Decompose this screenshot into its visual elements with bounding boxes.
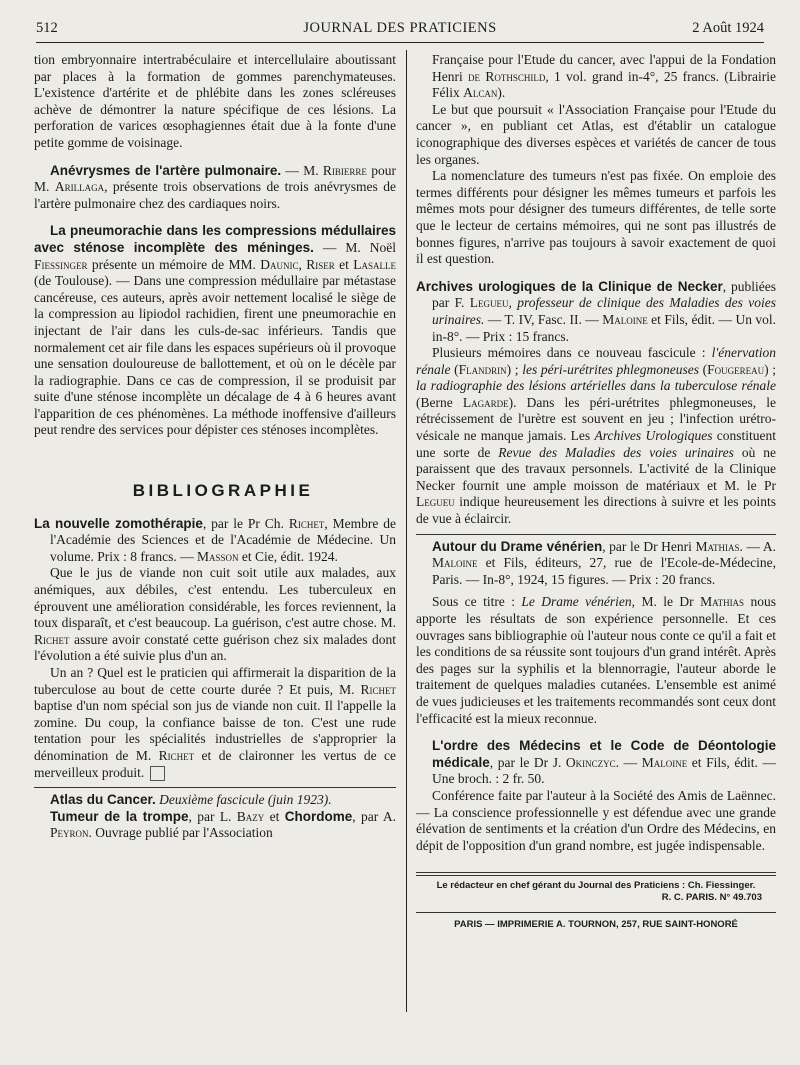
book-title: Atlas du Cancer.	[50, 792, 156, 808]
author-name: Peyron	[50, 825, 89, 841]
publisher-name: Alcan	[463, 85, 498, 101]
text: Plusieurs mémoires dans ce nouveau fascicule :	[432, 345, 712, 361]
author-name: Richet	[158, 747, 195, 763]
author-name: Richet	[360, 681, 396, 697]
review-paragraph: Conférence faite par l'auteur à la Société des Amis de Laënnec. — La conscience professionnelle y est défendue avec une grande élévation de sentiments et la création d'un Ordre des Médecins, en dépit de l'opposition d'un grand nombre, est jugée indispensable.	[416, 787, 776, 853]
review-paragraph: Le but que poursuit « l'Association Française pour l'Etude du cancer », en publiant cet Atlas, est d'établir un catalogue iconographique des diverses espèces et variétés de cancer de tous les organes.	[416, 101, 776, 167]
text: , par le Dr Henri	[602, 538, 696, 554]
text: . Ouvrage publié par l'Association	[88, 825, 273, 841]
text: , M. le Dr	[631, 594, 701, 610]
text: ) ;	[764, 361, 777, 377]
text: et Fils, éditeurs, 27, rue de l'Ecole-de-Médecine, Paris. — In-8°, 1924, 15 figures. — Prix : 20 francs.	[432, 555, 776, 587]
text: , par le Pr Ch.	[202, 515, 289, 531]
page-number: 512	[36, 20, 58, 36]
text: Deuxième fascicule (juin 1923).	[155, 792, 332, 808]
author-name: Mathias	[700, 594, 745, 610]
text: constituent une sorte de	[416, 428, 776, 460]
text: ,	[298, 256, 307, 272]
book-entry-atlas	[34, 792, 396, 842]
text: Le Drame vénérien	[521, 594, 632, 610]
text: les péri-urétrites phlegmoneuses	[522, 361, 699, 377]
publisher-name: Maloine	[641, 754, 688, 770]
text: , par L.	[188, 808, 237, 824]
page-header	[36, 18, 764, 43]
book-entry-atlas-continued	[416, 52, 776, 102]
bibliography-heading: BIBLIOGRAPHIE	[132, 481, 314, 501]
text: Que le jus de viande non cuit soit utile aux malades, aux anémiques, aux débiles, c'est entendu. Les tuberculeux en éprouvent une amélioration considérable, les forces reviennent, la toux disparaît, et c'est beaucoup. La guérison, c'est autre chose. M.	[34, 565, 396, 631]
author-name: Richet	[288, 515, 325, 531]
review-paragraph	[34, 565, 396, 665]
book-entry-drame	[416, 539, 776, 589]
section-title: Anévrysmes de l'artère pulmonaire.	[50, 162, 282, 178]
text: baptise d'un nom spécial son jus de viande non cuit. Il l'appelle la zomine. Du coup, la confiance baisse de ton. C'est une rude tentation pour les spécialités industrielles de s'approprier la dénomination de M.	[34, 698, 396, 763]
author-name: Lagarde	[462, 394, 509, 410]
column-divider	[406, 50, 407, 1012]
section-title: La pneumorachie dans les compressions médullaires avec sténose incomplète des méninges.	[34, 223, 396, 255]
text: , publiées par F.	[432, 278, 776, 311]
text: — M. Noël	[313, 239, 396, 255]
publisher-name: Masson	[196, 548, 239, 564]
text: et	[334, 256, 354, 272]
article-pneumorachie	[34, 223, 396, 439]
text: ). Dans les péri-urétrites phlegmoneuses, le rétrécissement de l'urètre est souvent en jeu ; l'infection urétro-vésicale ne manque jamais. Les	[416, 394, 776, 444]
stamp-mark	[150, 766, 165, 781]
review-paragraph: La nomenclature des tumeurs n'est pas fixée. On emploie des termes différents pour désigner les mêmes tumeurs et parfois les mêmes mots pour désigner des tumeurs différentes, de telle sorte que le lecteur de certains mémoires, qui ne sont pas illustrés de bonnes figures, n'arrive pas toujours à savoir exactement de quoi il est question.	[416, 168, 776, 267]
book-title: Archives urologiques de la Clinique de Necker	[416, 278, 723, 294]
author-name: Mathias	[695, 538, 740, 554]
author-name: Lasalle	[353, 256, 396, 272]
text: où ne paraissent que des travaux personnels. L'activité de la Clinique Necker fournit une ample moisson de matériaux et M. le Pr	[416, 444, 776, 493]
text: Revue des Maladies des voies urinaires	[498, 444, 734, 460]
text: ) ;	[506, 361, 523, 377]
book-entry-archives	[416, 279, 776, 345]
text: (	[698, 361, 708, 377]
text: , présente trois observations de trois anévrysmes de l'artère pulmonaire chez des cardiaques noirs.	[34, 179, 396, 211]
author-name: de Rothschild	[468, 68, 546, 84]
text: — T. IV, Fasc. II. —	[484, 311, 603, 327]
author-name: Legueu	[469, 295, 509, 311]
text: , Membre de l'Académie des Sciences et de l'Académie de Médecine. Un volume. Prix : 8 francs. —	[50, 515, 396, 564]
author-name: Ribierre	[322, 162, 367, 178]
author-name: Okinczyc	[565, 754, 616, 770]
text: pour M.	[34, 162, 396, 195]
issue-date: 2 Août 1924	[692, 20, 764, 36]
book-title: Tumeur de la trompe	[50, 808, 189, 824]
author-name: Arillaga	[54, 179, 105, 195]
editor-line: Le rédacteur en chef gérant du Journal des Praticiens : Ch. Fiessinger.	[436, 880, 756, 892]
text: Française pour l'Etude du cancer, avec l'appui de la Fondation Henri	[432, 52, 776, 84]
divider-rule	[416, 912, 776, 913]
text: et Fils, édit. — Un vol. in-8°. — Prix : 15 francs.	[432, 311, 777, 344]
left-column	[34, 52, 396, 842]
text: (de Toulouse). — Dans une compression médullaire par métastase cancéreuse, ces auteurs, après avoir nettement localisé le siège de la compression au lipiodol rachidien, firent une pneumorachie en injectant de l'air dans les culs-de-sac inférieurs. Tandis que normalement cet air file dans les espaces supérieurs où il provoque une sensation douloureuse de ballottement, et où on le décèle par la radiographie. Dans ce cas de compression, il se produisit par suite d'une sténose incomplète un décalage de 4 à 6 heures avant l'apparition de ces phénomènes. La méthode inoffensive d'ailleurs peut rendre des services pour dépister ces sténoses incomplètes.	[34, 273, 396, 438]
spacer	[416, 268, 776, 279]
text: nous apporte les résultats de son expérience personnelle. Et ces ouvrages sans bibliographie où l'auteur nous conte ce qu'il a fait et les conditions de sa réussite sont toujours d'un grand intérêt. Après des pages sur la syphilis et la blennorragie, l'auteur aborde le traitement de quelques maladies cutanées. L'ensemble est animé de vues judicieuses et les traitements recommandés sont ceux dont l'efficacité est la mieux reconnue.	[416, 594, 776, 726]
spacer	[34, 212, 396, 223]
text: ).	[497, 85, 506, 101]
book-title: La nouvelle zomothérapie	[34, 515, 203, 531]
author-name: Bazy	[236, 808, 265, 824]
text: (	[450, 361, 459, 377]
registration-line: R. C. PARIS. N° 49.703	[661, 892, 762, 904]
spacer	[416, 854, 776, 868]
text: (Berne	[416, 394, 463, 410]
editor-imprint	[416, 880, 776, 904]
author-name: Daunic	[260, 256, 299, 272]
text: indique heureusement les directions à suivre et les points de vue à éclaircir.	[416, 494, 776, 527]
spacer	[34, 152, 396, 163]
text: , par le Dr J.	[489, 754, 566, 770]
text: , 1 vol. grand in-4°, 25 francs. (Librairie Félix	[432, 68, 776, 101]
printer-imprint: PARIS — IMPRIMERIE A. TOURNON, 257, RUE SAINT-HONORÉ	[454, 919, 738, 931]
text: . — A.	[739, 538, 776, 554]
book-entry-ordre	[416, 738, 776, 788]
book-entry-zomotherapie	[34, 516, 396, 566]
text: la radiographie des lésions artérielles dans la tuberculose rénale	[416, 378, 776, 394]
author-name: Fiessinger	[34, 256, 88, 272]
text: présente un mémoire de MM.	[87, 256, 261, 272]
author-name: Flandrin	[458, 361, 507, 377]
text: Archives Urologiques	[594, 428, 713, 444]
text: Sous ce titre :	[432, 594, 522, 610]
author-name: Legueu	[416, 494, 455, 510]
author-name: Riser	[306, 256, 335, 272]
text: et de claironner les vertus de ce merveilleux produit.	[34, 747, 396, 780]
journal-title: JOURNAL DES PRATICIENS	[303, 20, 497, 36]
book-title: Autour du Drame vénérien	[432, 538, 603, 554]
text: , par A.	[352, 808, 396, 824]
spacer	[34, 439, 396, 483]
text: , professeur de clinique des Maladies des voies urinaires.	[432, 295, 776, 327]
book-title: Chordome	[284, 808, 353, 824]
spacer	[34, 500, 396, 516]
article-anevrysmes	[34, 163, 396, 213]
author-name: Richet	[34, 631, 70, 647]
text: Un an ? Quel est le praticien qui affirmerait la disparition de la tuberculose au bout de cette courte durée ? Et puis, M.	[34, 665, 396, 697]
paragraph-continuation: tion embryonnaire intertrabéculaire et intercellulaire aboutissant par places à la formation de gommes parenchymateuses. L'existence d'artérite et de phlébite dans les zones scléreuses achève de démontrer la nature spécifique de ces lésions. La perforation de varices œsophagiennes était due à la fonte d'une petite gomme de voisinage.	[34, 52, 396, 150]
text: et Cie, édit. 1924.	[238, 548, 338, 564]
spacer	[416, 727, 776, 738]
publisher-name: Maloine	[602, 311, 648, 327]
text: l'énervation rénale	[416, 345, 776, 377]
text: et Fils, édit. — Une broch. : 2 fr. 50.	[432, 754, 777, 787]
publisher-name: Maloine	[432, 555, 478, 571]
review-paragraph	[416, 594, 776, 727]
text: et	[264, 808, 285, 824]
book-title: L'ordre des Médecins et le Code de Déontologie médicale	[432, 738, 776, 770]
right-column	[416, 52, 776, 934]
review-paragraph	[416, 345, 776, 528]
author-name: Fougereau	[707, 361, 765, 377]
text: . —	[615, 754, 642, 770]
divider-rule	[34, 787, 396, 788]
review-paragraph	[34, 665, 396, 781]
text: — M.	[281, 162, 323, 178]
divider-rule	[416, 534, 776, 535]
divider-rule	[416, 872, 776, 876]
text: assure avoir constaté cette guérison chez six malades dont l'évolution a été suivie plus d'un an.	[34, 631, 396, 664]
